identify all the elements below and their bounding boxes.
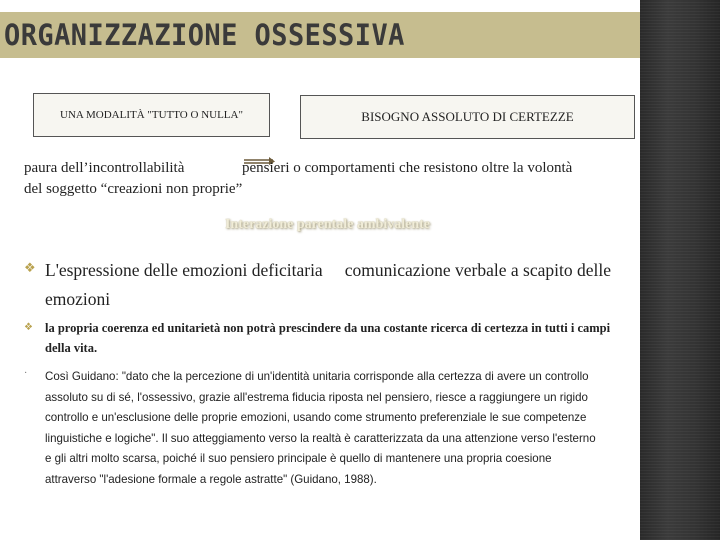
intro-text-a: paura dell’incontrollabilità bbox=[24, 160, 185, 176]
intro-text-b: pensieri o comportamenti che resistono oltre la volontà bbox=[242, 160, 573, 176]
box-tutto-o-nulla: UNA MODALITÀ "TUTTO O NULLA" bbox=[33, 93, 270, 137]
bullet-1-text-a: L'espressione delle emozioni deficitaria bbox=[45, 260, 323, 280]
dot-bullet-icon: · bbox=[24, 368, 28, 379]
section-subtitle: Interazione parentale ambivalente bbox=[224, 217, 431, 232]
bullet-item-1 bbox=[45, 256, 635, 314]
bullet-1-text-b: comunicazione verbale a scapito delle emozioni bbox=[45, 260, 611, 309]
diamond-bullet-icon: ❖ bbox=[24, 322, 33, 333]
box-bisogno-certezze: BISOGNO ASSOLUTO DI CERTEZZE bbox=[300, 95, 635, 139]
diamond-bullet-icon: ❖ bbox=[24, 260, 36, 275]
intro-text-c: del soggetto “creazioni non proprie” bbox=[24, 181, 243, 197]
slide-title: ORGANIZZAZIONE OSSESSIVA bbox=[4, 18, 405, 52]
side-decorative-strip bbox=[640, 0, 720, 540]
bullet-item-3-quote: Così Guidano: "dato che la percezione di un'identità unitaria corrisponde alla certezza di avere un controllo assoluto su di sé, l'ossessivo, grazie all'estrema fiducia riposta nel pensiero, riesce a raggiungere un rigido controllo e un'esclusione delle proprie emozioni, usando come strumento preferenziale le sue competenze linguistiche e logiche". Il suo atteggiamento verso la realtà è caratterizzata da una attenzione verso l'esterno e gli altri molto scarsa, poiché il suo pensiero principale è quello di mantenere una propria coesione attraverso "l'adesione formale a regole astratte" (Guidano, 1988). bbox=[45, 369, 596, 486]
bullet-item-2: la propria coerenza ed unitarietà non potrà prescindere da una costante ricerca di certezza in tutti i campi della vita. bbox=[45, 321, 611, 355]
